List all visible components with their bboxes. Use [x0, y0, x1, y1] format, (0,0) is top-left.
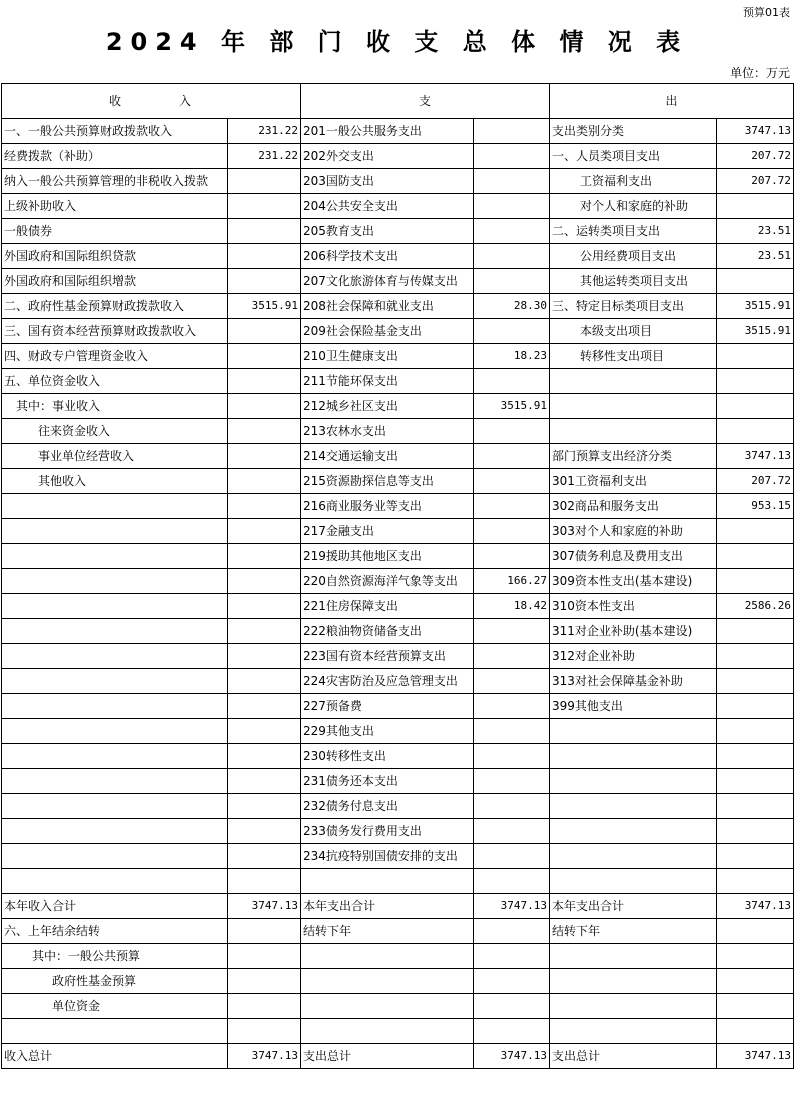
income-item	[2, 869, 228, 894]
income-item: 四、财政专户管理资金收入	[2, 344, 228, 369]
income-item: 往来资金收入	[2, 419, 228, 444]
income-item: 其中：事业收入	[2, 394, 228, 419]
category-expense-item: 公用经费项目支出	[550, 244, 717, 269]
income-amount	[228, 744, 301, 769]
function-expense-amount: 3747.13	[474, 894, 550, 919]
income-amount	[228, 494, 301, 519]
function-expense-amount	[474, 444, 550, 469]
function-expense-amount	[474, 319, 550, 344]
category-expense-item: 310资本性支出	[550, 594, 717, 619]
function-expense-amount	[474, 869, 550, 894]
category-expense-amount: 3747.13	[717, 1044, 794, 1069]
income-amount	[228, 169, 301, 194]
category-expense-amount	[717, 269, 794, 294]
income-item	[2, 644, 228, 669]
category-expense-item: 307债务利息及费用支出	[550, 544, 717, 569]
category-expense-item: 本级支出项目	[550, 319, 717, 344]
function-expense-amount: 18.23	[474, 344, 550, 369]
income-amount: 3747.13	[228, 894, 301, 919]
function-expense-amount: 28.30	[474, 294, 550, 319]
category-expense-amount	[717, 194, 794, 219]
income-amount	[228, 994, 301, 1019]
income-item: 事业单位经营收入	[2, 444, 228, 469]
function-expense-amount: 166.27	[474, 569, 550, 594]
income-amount	[228, 469, 301, 494]
function-expense-item	[301, 969, 474, 994]
function-expense-amount	[474, 994, 550, 1019]
income-item	[2, 1019, 228, 1044]
table-row	[2, 519, 794, 544]
category-expense-amount: 3515.91	[717, 294, 794, 319]
income-amount	[228, 369, 301, 394]
function-expense-amount: 18.42	[474, 594, 550, 619]
function-expense-amount	[474, 519, 550, 544]
category-expense-item: 结转下年	[550, 919, 717, 944]
income-amount	[228, 394, 301, 419]
table-row	[2, 944, 794, 969]
category-expense-amount	[717, 994, 794, 1019]
category-expense-item: 三、特定目标类项目支出	[550, 294, 717, 319]
function-expense-amount	[474, 369, 550, 394]
income-item: 五、单位资金收入	[2, 369, 228, 394]
income-amount	[228, 319, 301, 344]
table-row	[2, 594, 794, 619]
income-amount: 3515.91	[228, 294, 301, 319]
function-expense-item: 220自然资源海洋气象等支出	[301, 569, 474, 594]
function-expense-item: 205教育支出	[301, 219, 474, 244]
table-row	[2, 469, 794, 494]
function-expense-item	[301, 869, 474, 894]
category-expense-item	[550, 794, 717, 819]
function-expense-item: 231债务还本支出	[301, 769, 474, 794]
category-expense-amount	[717, 819, 794, 844]
function-expense-amount	[474, 469, 550, 494]
function-expense-amount	[474, 669, 550, 694]
function-expense-item: 233债务发行费用支出	[301, 819, 474, 844]
function-expense-amount	[474, 269, 550, 294]
function-expense-amount	[474, 944, 550, 969]
category-expense-amount	[717, 344, 794, 369]
function-expense-amount: 3747.13	[474, 1044, 550, 1069]
category-expense-amount: 3747.13	[717, 894, 794, 919]
category-expense-item: 301工资福利支出	[550, 469, 717, 494]
income-item	[2, 844, 228, 869]
income-amount	[228, 694, 301, 719]
function-expense-amount	[474, 619, 550, 644]
income-item: 一、一般公共预算财政拨款收入	[2, 119, 228, 144]
function-expense-item: 223国有资本经营预算支出	[301, 644, 474, 669]
category-expense-amount	[717, 969, 794, 994]
function-expense-amount	[474, 544, 550, 569]
income-item: 纳入一般公共预算管理的非税收入拨款	[2, 169, 228, 194]
function-expense-item: 201一般公共服务支出	[301, 119, 474, 144]
category-expense-amount	[717, 1019, 794, 1044]
category-expense-item	[550, 369, 717, 394]
category-expense-amount	[717, 719, 794, 744]
header-zhi: 支	[301, 84, 550, 119]
category-expense-amount	[717, 744, 794, 769]
income-amount	[228, 944, 301, 969]
category-expense-amount	[717, 844, 794, 869]
function-expense-amount	[474, 794, 550, 819]
table-row	[2, 369, 794, 394]
income-amount	[228, 844, 301, 869]
income-item	[2, 744, 228, 769]
function-expense-item: 204公共安全支出	[301, 194, 474, 219]
income-amount: 231.22	[228, 144, 301, 169]
category-expense-amount: 3515.91	[717, 319, 794, 344]
category-expense-item: 312对企业补助	[550, 644, 717, 669]
category-expense-item: 302商品和服务支出	[550, 494, 717, 519]
function-expense-item: 211节能环保支出	[301, 369, 474, 394]
income-amount	[228, 419, 301, 444]
income-amount	[228, 669, 301, 694]
table-row	[2, 744, 794, 769]
function-expense-amount	[474, 194, 550, 219]
function-expense-amount	[474, 769, 550, 794]
function-expense-amount	[474, 744, 550, 769]
function-expense-item: 224灾害防治及应急管理支出	[301, 669, 474, 694]
table-row	[2, 269, 794, 294]
function-expense-item: 216商业服务业等支出	[301, 494, 474, 519]
function-expense-amount	[474, 694, 550, 719]
category-expense-item: 311对企业补助(基本建设)	[550, 619, 717, 644]
function-expense-item: 207文化旅游体育与传媒支出	[301, 269, 474, 294]
category-expense-amount: 953.15	[717, 494, 794, 519]
income-amount	[228, 1019, 301, 1044]
table-row	[2, 344, 794, 369]
category-expense-item	[550, 394, 717, 419]
total-year-row	[2, 894, 794, 919]
table-row	[2, 319, 794, 344]
function-expense-amount	[474, 919, 550, 944]
function-expense-item	[301, 994, 474, 1019]
income-amount	[228, 219, 301, 244]
income-item: 政府性基金预算	[2, 969, 228, 994]
function-expense-amount	[474, 219, 550, 244]
category-expense-amount: 207.72	[717, 169, 794, 194]
category-expense-amount: 3747.13	[717, 444, 794, 469]
function-expense-item: 212城乡社区支出	[301, 394, 474, 419]
function-expense-amount	[474, 644, 550, 669]
table-row	[2, 619, 794, 644]
function-expense-amount	[474, 419, 550, 444]
table-row	[2, 569, 794, 594]
function-expense-item: 234抗疫特别国债安排的支出	[301, 844, 474, 869]
function-expense-item: 206科学技术支出	[301, 244, 474, 269]
income-amount: 3747.13	[228, 1044, 301, 1069]
table-row	[2, 644, 794, 669]
income-item: 三、国有资本经营预算财政拨款收入	[2, 319, 228, 344]
function-expense-item: 214交通运输支出	[301, 444, 474, 469]
function-expense-amount	[474, 144, 550, 169]
income-item: 其中：一般公共预算	[2, 944, 228, 969]
table-row	[2, 769, 794, 794]
category-expense-item: 支出总计	[550, 1044, 717, 1069]
table-row	[2, 819, 794, 844]
category-expense-amount	[717, 769, 794, 794]
category-expense-amount	[717, 519, 794, 544]
page-title: 2024 年 部 门 收 支 总 体 情 况 表	[105, 28, 689, 56]
function-expense-item: 结转下年	[301, 919, 474, 944]
income-item	[2, 669, 228, 694]
function-expense-item	[301, 1019, 474, 1044]
income-amount	[228, 544, 301, 569]
income-item	[2, 569, 228, 594]
function-expense-amount	[474, 819, 550, 844]
income-item: 经费拨款（补助）	[2, 144, 228, 169]
category-expense-item: 303对个人和家庭的补助	[550, 519, 717, 544]
income-amount	[228, 819, 301, 844]
category-expense-item: 二、运转类项目支出	[550, 219, 717, 244]
table-header-row	[2, 84, 794, 119]
table-row	[2, 544, 794, 569]
table-row	[2, 444, 794, 469]
table-row	[2, 419, 794, 444]
category-expense-amount: 23.51	[717, 219, 794, 244]
table-row	[2, 669, 794, 694]
function-expense-amount	[474, 1019, 550, 1044]
category-expense-amount	[717, 544, 794, 569]
table-row	[2, 144, 794, 169]
category-expense-amount	[717, 669, 794, 694]
function-expense-amount	[474, 844, 550, 869]
income-item	[2, 619, 228, 644]
function-expense-item: 210卫生健康支出	[301, 344, 474, 369]
category-expense-item	[550, 769, 717, 794]
income-item	[2, 769, 228, 794]
income-item: 二、政府性基金预算财政拨款收入	[2, 294, 228, 319]
category-expense-item	[550, 844, 717, 869]
income-item: 外国政府和国际组织增款	[2, 269, 228, 294]
table-row	[2, 1019, 794, 1044]
function-expense-item: 229其他支出	[301, 719, 474, 744]
table-row	[2, 794, 794, 819]
function-expense-amount	[474, 244, 550, 269]
income-amount: 231.22	[228, 119, 301, 144]
category-expense-item	[550, 744, 717, 769]
header-chu: 出	[550, 84, 794, 119]
income-item	[2, 494, 228, 519]
income-amount	[228, 244, 301, 269]
table-row	[2, 194, 794, 219]
function-expense-amount	[474, 169, 550, 194]
income-amount	[228, 519, 301, 544]
category-expense-item	[550, 719, 717, 744]
category-expense-amount	[717, 369, 794, 394]
category-expense-item	[550, 994, 717, 1019]
category-expense-item: 转移性支出项目	[550, 344, 717, 369]
function-expense-item	[301, 944, 474, 969]
table-row	[2, 844, 794, 869]
table-row	[2, 494, 794, 519]
income-amount	[228, 594, 301, 619]
table-row	[2, 719, 794, 744]
function-expense-amount	[474, 969, 550, 994]
income-amount	[228, 269, 301, 294]
income-amount	[228, 719, 301, 744]
category-expense-item: 一、人员类项目支出	[550, 144, 717, 169]
category-expense-amount	[717, 419, 794, 444]
function-expense-item: 本年支出合计	[301, 894, 474, 919]
function-expense-item: 支出总计	[301, 1044, 474, 1069]
category-expense-amount	[717, 869, 794, 894]
category-expense-item: 313对社会保障基金补助	[550, 669, 717, 694]
income-item: 六、上年结余结转	[2, 919, 228, 944]
income-item	[2, 519, 228, 544]
category-expense-item	[550, 419, 717, 444]
income-item	[2, 544, 228, 569]
income-amount	[228, 569, 301, 594]
category-expense-item: 309资本性支出(基本建设)	[550, 569, 717, 594]
function-expense-item: 221住房保障支出	[301, 594, 474, 619]
income-item	[2, 794, 228, 819]
category-expense-item: 对个人和家庭的补助	[550, 194, 717, 219]
table-row	[2, 119, 794, 144]
category-expense-item: 支出类别分类	[550, 119, 717, 144]
function-expense-amount	[474, 494, 550, 519]
category-expense-amount	[717, 619, 794, 644]
category-expense-amount	[717, 794, 794, 819]
income-amount	[228, 794, 301, 819]
header-income: 收 入	[2, 84, 301, 119]
income-amount	[228, 344, 301, 369]
category-expense-amount: 23.51	[717, 244, 794, 269]
function-expense-item: 230转移性支出	[301, 744, 474, 769]
category-expense-amount	[717, 694, 794, 719]
table-row	[2, 169, 794, 194]
income-item	[2, 819, 228, 844]
function-expense-amount: 3515.91	[474, 394, 550, 419]
category-expense-amount	[717, 569, 794, 594]
income-amount	[228, 194, 301, 219]
category-expense-item: 部门预算支出经济分类	[550, 444, 717, 469]
income-item: 一般债券	[2, 219, 228, 244]
income-amount	[228, 919, 301, 944]
table-row	[2, 394, 794, 419]
grand-total-row	[2, 1044, 794, 1069]
function-expense-item: 222粮油物资储备支出	[301, 619, 474, 644]
income-item: 上级补助收入	[2, 194, 228, 219]
unit-label: 单位：万元	[729, 66, 790, 80]
table-row	[2, 219, 794, 244]
income-item: 本年收入合计	[2, 894, 228, 919]
income-amount	[228, 969, 301, 994]
category-expense-amount: 207.72	[717, 144, 794, 169]
category-expense-item	[550, 969, 717, 994]
function-expense-item: 217金融支出	[301, 519, 474, 544]
function-expense-item: 213农林水支出	[301, 419, 474, 444]
table-row	[2, 994, 794, 1019]
income-item	[2, 594, 228, 619]
function-expense-item: 219援助其他地区支出	[301, 544, 474, 569]
function-expense-item: 203国防支出	[301, 169, 474, 194]
table-row	[2, 869, 794, 894]
budget-table	[1, 83, 794, 1069]
category-expense-item: 其他运转类项目支出	[550, 269, 717, 294]
table-row	[2, 294, 794, 319]
document-code: 预算01表	[743, 6, 790, 19]
category-expense-item: 工资福利支出	[550, 169, 717, 194]
income-item	[2, 719, 228, 744]
income-item: 外国政府和国际组织贷款	[2, 244, 228, 269]
function-expense-item: 208社会保障和就业支出	[301, 294, 474, 319]
category-expense-item	[550, 869, 717, 894]
function-expense-amount	[474, 719, 550, 744]
table-row	[2, 244, 794, 269]
category-expense-amount	[717, 944, 794, 969]
category-expense-amount	[717, 919, 794, 944]
income-amount	[228, 444, 301, 469]
category-expense-amount: 207.72	[717, 469, 794, 494]
income-item: 收入总计	[2, 1044, 228, 1069]
income-item: 单位资金	[2, 994, 228, 1019]
category-expense-amount: 2586.26	[717, 594, 794, 619]
table-row	[2, 694, 794, 719]
category-expense-amount	[717, 644, 794, 669]
function-expense-item: 202外交支出	[301, 144, 474, 169]
table-row	[2, 969, 794, 994]
income-amount	[228, 619, 301, 644]
function-expense-item: 227预备费	[301, 694, 474, 719]
category-expense-amount	[717, 394, 794, 419]
category-expense-item	[550, 819, 717, 844]
income-item: 其他收入	[2, 469, 228, 494]
income-amount	[228, 644, 301, 669]
category-expense-amount: 3747.13	[717, 119, 794, 144]
function-expense-amount	[474, 119, 550, 144]
category-expense-item	[550, 944, 717, 969]
category-expense-item: 399其他支出	[550, 694, 717, 719]
category-expense-item	[550, 1019, 717, 1044]
income-item	[2, 694, 228, 719]
table-row	[2, 919, 794, 944]
function-expense-item: 215资源勘探信息等支出	[301, 469, 474, 494]
income-amount	[228, 769, 301, 794]
function-expense-item: 209社会保险基金支出	[301, 319, 474, 344]
function-expense-item: 232债务付息支出	[301, 794, 474, 819]
category-expense-item: 本年支出合计	[550, 894, 717, 919]
income-amount	[228, 869, 301, 894]
